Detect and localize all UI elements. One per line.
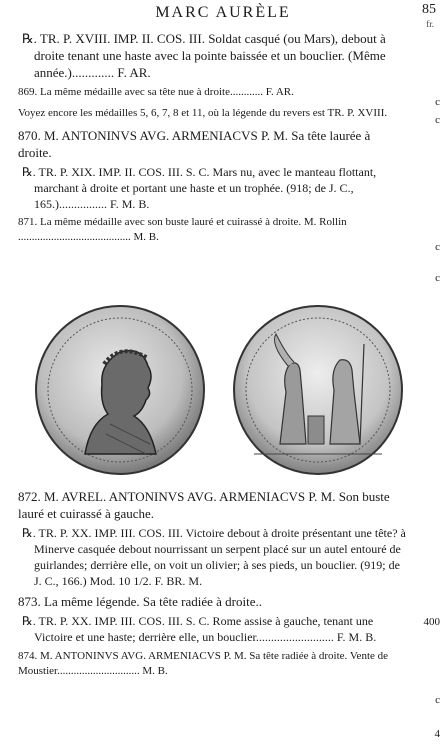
- page-margin-note: fr.: [426, 19, 434, 29]
- entry-873: 873. La même légende. Sa tête radiée à droite..: [18, 594, 263, 609]
- entry-reverse-868: ℞. TR. P. XVIII. IMP. II. COS. III. Soldat casqué (ou Mars), debout à droite tenant une haste avec la pointe baissée et un bouclier. (Même année.)............. F. AR.: [22, 31, 386, 80]
- margin-mark: c: [435, 694, 440, 706]
- upper-text-block: [18, 30, 406, 245]
- margin-mark: c: [435, 272, 440, 284]
- margin-price: 400: [423, 616, 440, 628]
- page-number: 85: [422, 2, 436, 17]
- margin-mark: 4: [434, 728, 440, 740]
- entry-871: 871. La même médaille avec son buste lauré et cuirassé à droite. M. Rollin ......................................... M. B.: [18, 216, 347, 243]
- entry-reverse-870: ℞. TR. P. XIX. IMP. II. COS. III. S. C. Mars nu, avec le manteau flottant, marchant à droite et portant une haste et un trophée. (918; de J. C., 165.)................ F. M. B.: [22, 165, 377, 211]
- margin-mark: c: [435, 241, 440, 253]
- entry-voyez-note: Voyez encore les médailles 5, 6, 7, 8 et 11, où la légende du revers est TR. P. XVIII.: [18, 107, 388, 119]
- coin-illustrations: [30, 304, 410, 476]
- lower-text-block: [18, 488, 406, 679]
- margin-mark: c: [435, 114, 440, 126]
- entry-870: 870. M. ANTONINVS AVG. ARMENIACVS P. M. Sa tête laurée à droite.: [18, 128, 371, 160]
- entry-872: 872. M. AVREL. ANTONINVS AVG. ARMENIACVS P. M. Son buste lauré et cuirassé à gauche.: [18, 489, 390, 521]
- reverse-coin: [234, 306, 402, 474]
- entry-reverse-873: ℞. TR. P. XX. IMP. III. COS. III. S. C. Rome assise à gauche, tenant une Victoire et une haste; derrière elle, un bouclier.......................... F. M. B.: [22, 614, 377, 644]
- margin-mark: c: [435, 96, 440, 108]
- coin-engraving: [30, 304, 410, 476]
- obverse-coin: [36, 306, 204, 474]
- running-title: MARC AURÈLE: [155, 4, 291, 21]
- entry-reverse-872: ℞. TR. P. XX. IMP. III. COS. III. Victoire debout à droite présentant une tête? à Minerve casquée debout nourrissant un serpent placé sur un autel entouré de guirlandes; derrière elle, on voit un olivier; à ses pieds, un bouclier. (919; de J. C., 166.) Mod. 10 1/2. F. BR. M.: [22, 526, 406, 588]
- entry-869: 869. La même médaille avec sa tête nue à droite............ F. AR.: [18, 86, 294, 98]
- entry-874: 874. M. ANTONINVS AVG. ARMENIACVS P. M. Sa tête radiée à droite. Vente de Moustier.............................. M. B.: [18, 650, 389, 677]
